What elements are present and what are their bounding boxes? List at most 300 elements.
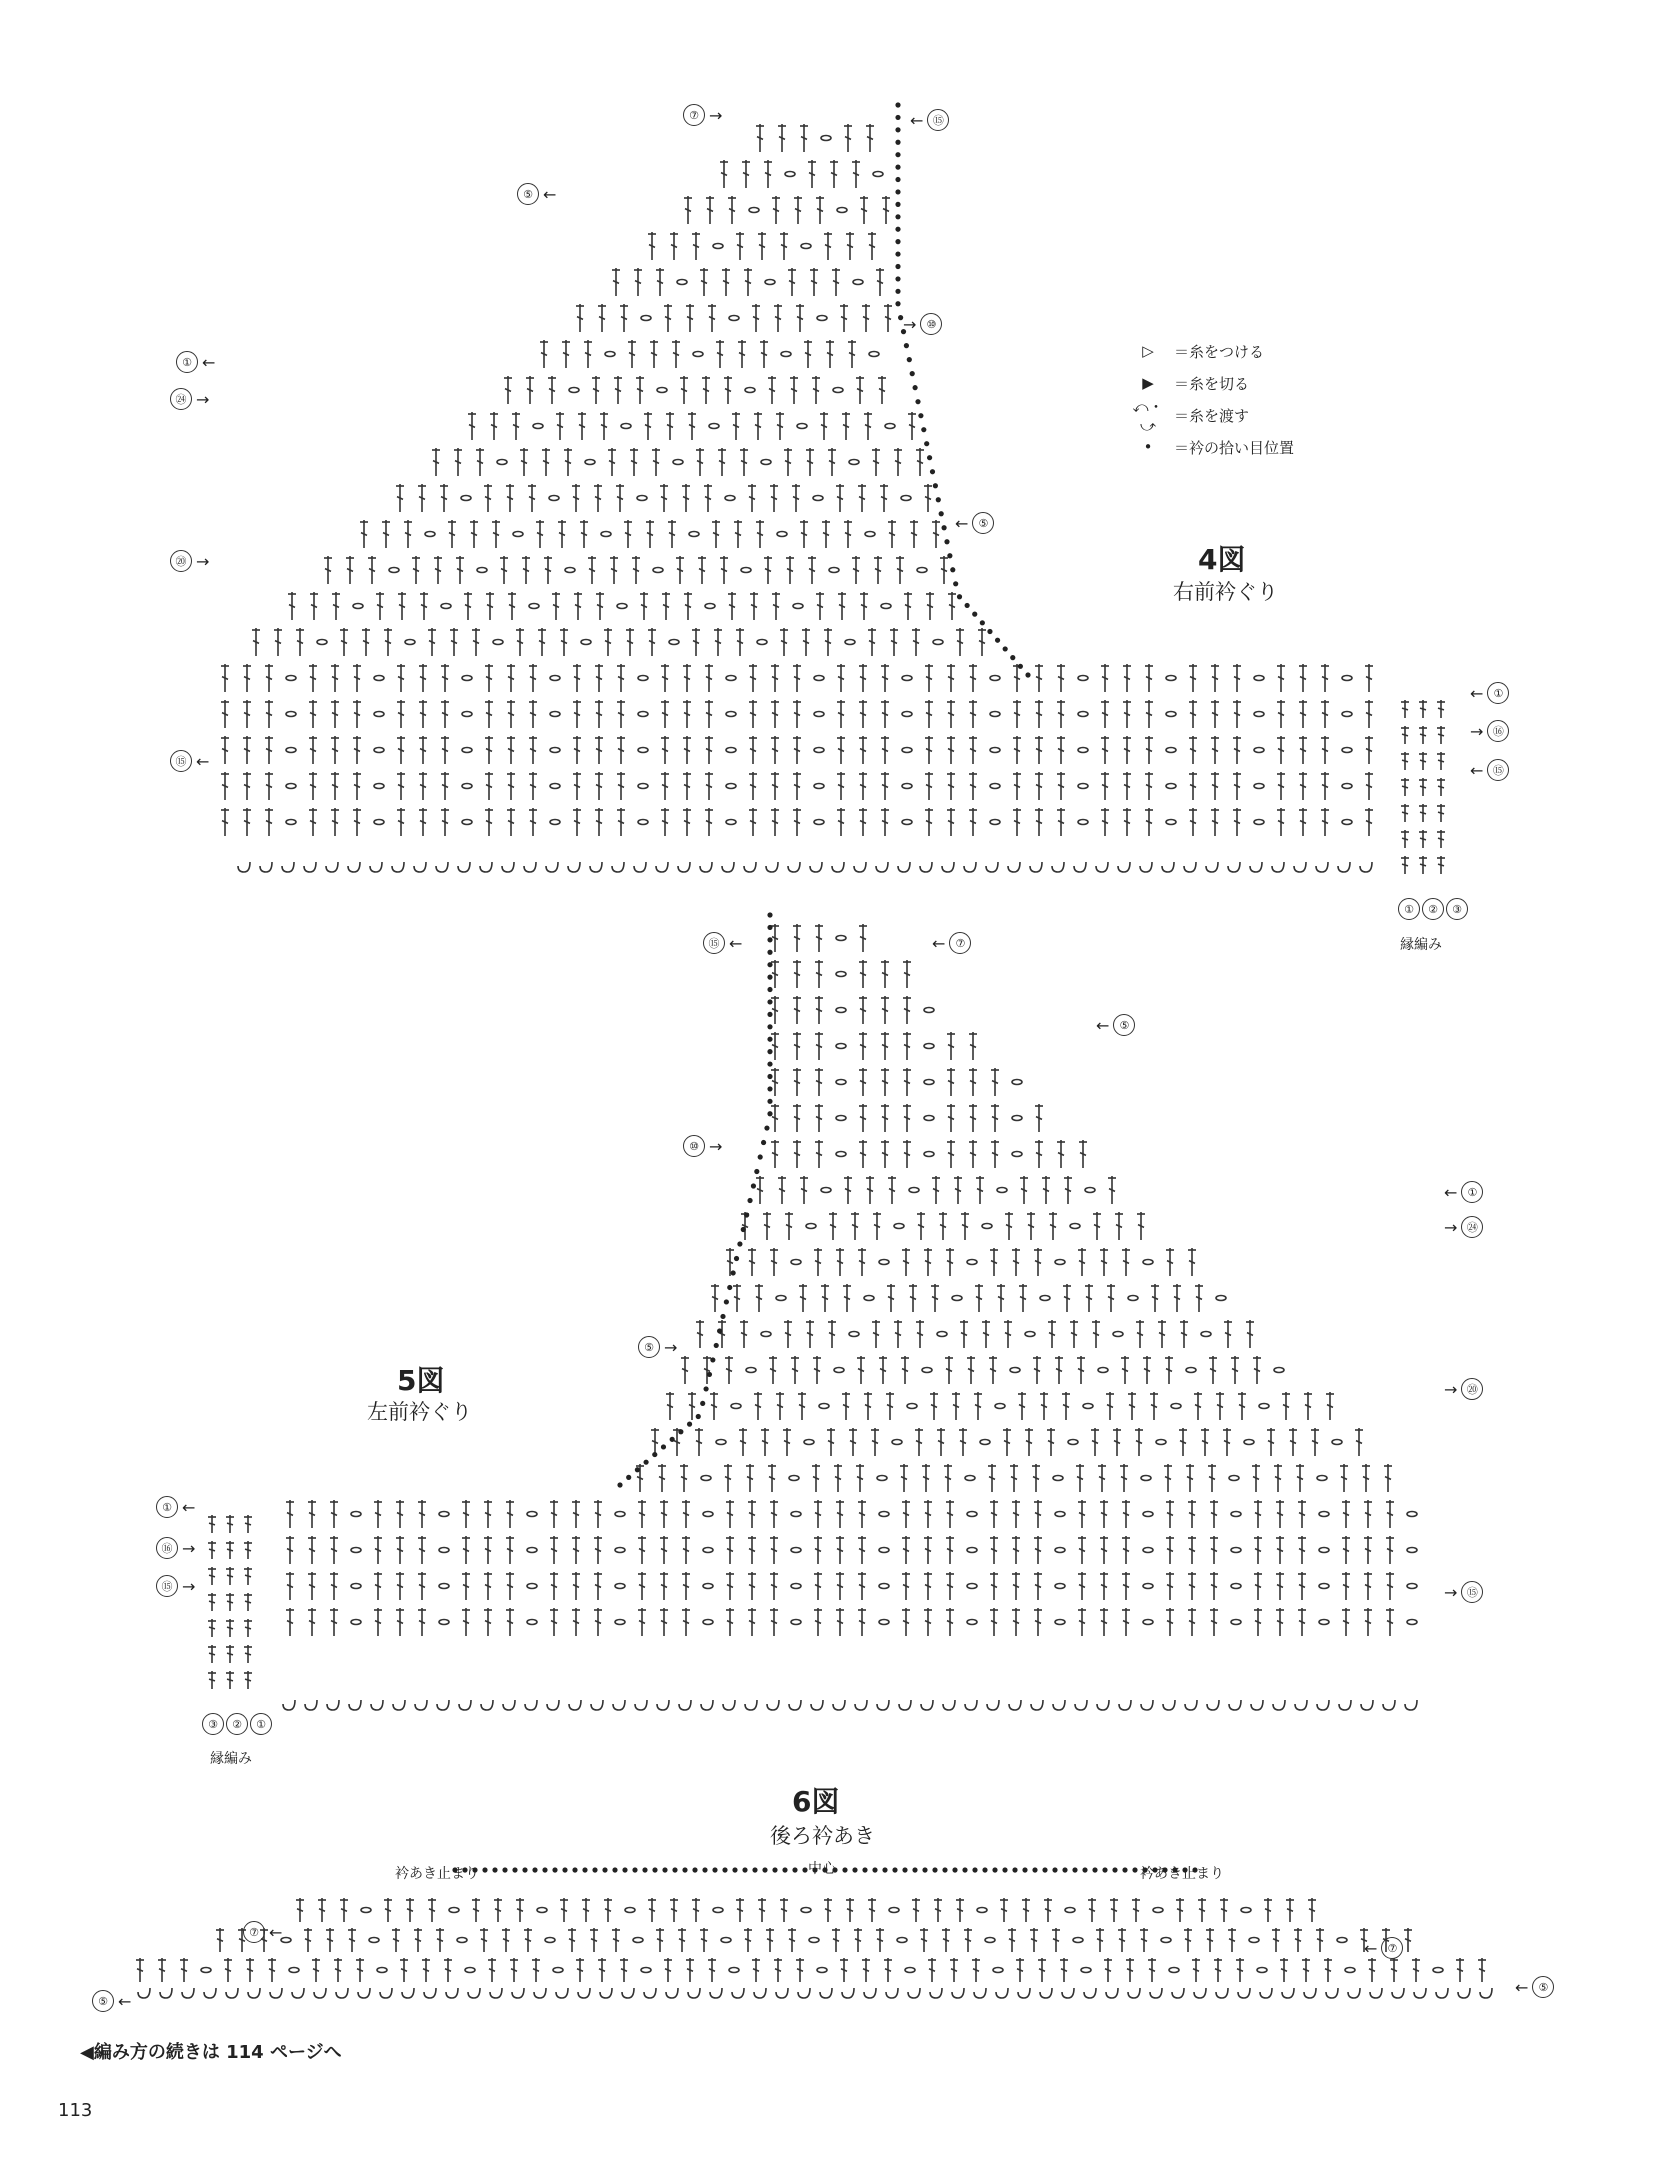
stitch-symbol bbox=[780, 232, 788, 260]
pickup-dot bbox=[751, 1183, 756, 1188]
stitch-symbol bbox=[820, 412, 828, 440]
pickup-dot bbox=[936, 497, 941, 502]
stitch-symbol bbox=[494, 1898, 502, 1922]
cut-yarn-icon: ▶ bbox=[1142, 374, 1154, 392]
stitch-symbol bbox=[1018, 1392, 1026, 1420]
row-arrow: → bbox=[664, 1337, 678, 1357]
row-arrow: → bbox=[196, 389, 210, 409]
chain-symbol bbox=[761, 460, 771, 465]
stitch-symbol bbox=[374, 1500, 382, 1528]
stitch-symbol bbox=[244, 1567, 252, 1585]
hook-symbol bbox=[657, 1700, 669, 1710]
hook-symbol bbox=[908, 1988, 920, 1998]
stitch-symbol bbox=[842, 1392, 850, 1420]
stitch-symbol bbox=[692, 232, 700, 260]
fig4-border-label: 縁編み bbox=[1400, 937, 1442, 953]
chain-symbol bbox=[638, 820, 648, 825]
hook-symbol bbox=[547, 1700, 559, 1710]
stitch-symbol bbox=[844, 124, 852, 152]
stitch-symbol bbox=[1186, 1464, 1194, 1492]
stitch-symbol bbox=[664, 1958, 672, 1982]
stitch-symbol bbox=[1274, 1464, 1282, 1492]
pickup-dot bbox=[942, 1867, 947, 1872]
stitch-symbol bbox=[638, 1536, 646, 1564]
stitch-symbol bbox=[1365, 736, 1373, 764]
stitch-symbol bbox=[1145, 772, 1153, 800]
hook-symbol bbox=[965, 1700, 977, 1710]
chain-symbol bbox=[889, 1908, 899, 1913]
stitch-symbol bbox=[774, 1958, 782, 1982]
pickup-dot bbox=[1092, 1867, 1097, 1872]
stitch-symbol bbox=[944, 1464, 952, 1492]
chain-symbol bbox=[836, 1152, 846, 1157]
stitch-symbol bbox=[988, 1464, 996, 1492]
stitch-symbol bbox=[924, 484, 932, 512]
hook-symbol bbox=[459, 1700, 471, 1710]
pickup-dot bbox=[512, 1867, 517, 1872]
legend-label: ＝糸をつける bbox=[1174, 342, 1265, 361]
pickup-dot bbox=[731, 1270, 736, 1275]
stitch-symbol bbox=[771, 664, 779, 692]
stitch-symbol bbox=[718, 1320, 726, 1348]
stitch-symbol bbox=[332, 592, 340, 620]
stitch-symbol bbox=[815, 1104, 823, 1132]
stitch-symbol bbox=[353, 808, 361, 836]
chain-symbol bbox=[1166, 820, 1176, 825]
hook-symbol bbox=[525, 1700, 537, 1710]
stitch-symbol bbox=[1210, 1500, 1218, 1528]
stitch-symbol bbox=[288, 592, 296, 620]
pickup-dot bbox=[895, 227, 900, 232]
stitch-symbol bbox=[738, 340, 746, 368]
chain-symbol bbox=[1332, 1440, 1342, 1445]
stitch-symbol bbox=[1188, 1536, 1196, 1564]
stitch-symbol bbox=[793, 700, 801, 728]
row-number: ⑤ bbox=[972, 512, 994, 534]
pickup-dot bbox=[572, 1867, 577, 1872]
stitch-symbol bbox=[595, 772, 603, 800]
stitch-symbol bbox=[1128, 1392, 1136, 1420]
chain-symbol bbox=[550, 820, 560, 825]
stitch-symbol bbox=[1195, 1284, 1203, 1312]
chain-symbol bbox=[673, 460, 683, 465]
stitch-symbol bbox=[506, 1608, 514, 1636]
stitch-symbol bbox=[1188, 1608, 1196, 1636]
pickup-dot bbox=[927, 455, 932, 460]
chain-symbol bbox=[1342, 676, 1352, 681]
stitch-symbol bbox=[800, 520, 808, 548]
hook-symbol bbox=[546, 862, 558, 872]
stitch-symbol bbox=[485, 808, 493, 836]
stitch-symbol bbox=[356, 1958, 364, 1982]
stitch-symbol bbox=[484, 484, 492, 512]
pickup-dot bbox=[758, 1154, 763, 1159]
chain-symbol bbox=[621, 424, 631, 429]
stitch-symbol bbox=[1035, 736, 1043, 764]
stitch-symbol bbox=[1299, 700, 1307, 728]
stitch-symbol bbox=[397, 664, 405, 692]
stitch-symbol bbox=[572, 1572, 580, 1600]
stitch-symbol bbox=[808, 556, 816, 584]
chain-symbol bbox=[745, 388, 755, 393]
stitch-symbol bbox=[705, 808, 713, 836]
chain-symbol bbox=[1319, 1548, 1329, 1553]
stitch-symbol bbox=[374, 1608, 382, 1636]
chain-symbol bbox=[1153, 1908, 1163, 1913]
chain-symbol bbox=[653, 568, 663, 573]
pickup-dot bbox=[532, 1867, 537, 1872]
stitch-symbol bbox=[901, 1356, 909, 1384]
stitch-symbol bbox=[1211, 808, 1219, 836]
stitch-symbol bbox=[656, 1928, 664, 1952]
chain-symbol bbox=[286, 748, 296, 753]
stitch-symbol bbox=[990, 1500, 998, 1528]
chain-symbol bbox=[1078, 712, 1088, 717]
chain-symbol bbox=[585, 460, 595, 465]
stitch-symbol bbox=[969, 700, 977, 728]
chain-symbol bbox=[801, 244, 811, 249]
chain-symbol bbox=[527, 1620, 537, 1625]
stitch-symbol bbox=[636, 376, 644, 404]
stitch-symbol bbox=[1214, 1958, 1222, 1982]
stitch-symbol bbox=[969, 1068, 977, 1096]
chain-symbol bbox=[703, 1620, 713, 1625]
row-arrow: ← bbox=[955, 513, 969, 533]
chain-symbol bbox=[877, 1476, 887, 1481]
legend-item-cut-yarn bbox=[1128, 372, 1294, 394]
pickup-dot bbox=[895, 140, 900, 145]
chain-symbol bbox=[1055, 1548, 1065, 1553]
stitch-symbol bbox=[1201, 1428, 1209, 1456]
pickup-dot bbox=[915, 399, 920, 404]
stitch-symbol bbox=[969, 1140, 977, 1168]
figure6-chart bbox=[0, 1820, 1653, 2020]
stitch-symbol bbox=[1355, 1428, 1363, 1456]
stitch-symbol bbox=[868, 1898, 876, 1922]
pickup-dot bbox=[842, 1867, 847, 1872]
stitch-symbol bbox=[462, 1500, 470, 1528]
chain-symbol bbox=[902, 748, 912, 753]
stitch-symbol bbox=[859, 1104, 867, 1132]
stitch-symbol bbox=[476, 448, 484, 476]
chain-symbol bbox=[967, 1548, 977, 1553]
chain-symbol bbox=[286, 820, 296, 825]
chain-symbol bbox=[1433, 1968, 1443, 1973]
stitch-symbol bbox=[947, 808, 955, 836]
row-number: ⑩ bbox=[683, 1135, 705, 1157]
stitch-symbol bbox=[1013, 808, 1021, 836]
stitch-symbol bbox=[1123, 772, 1131, 800]
stitch-symbol bbox=[829, 1212, 837, 1240]
figure6-subtitle: 後ろ衿あき bbox=[770, 1824, 875, 1848]
stitch-symbol bbox=[634, 268, 642, 296]
stitch-symbol bbox=[804, 340, 812, 368]
chain-symbol bbox=[1065, 1908, 1075, 1913]
row-arrow: ← bbox=[1470, 760, 1484, 780]
stitch-symbol bbox=[1145, 808, 1153, 836]
stitch-symbol bbox=[448, 520, 456, 548]
stitch-symbol bbox=[286, 1500, 294, 1528]
stitch-symbol bbox=[1044, 1898, 1052, 1922]
stitch-symbol bbox=[508, 592, 516, 620]
stitch-symbol bbox=[1188, 1572, 1196, 1600]
stitch-symbol bbox=[464, 592, 472, 620]
stitch-symbol bbox=[989, 1356, 997, 1384]
stitch-symbol bbox=[786, 556, 794, 584]
pickup-dot bbox=[1032, 1867, 1037, 1872]
stitch-symbol bbox=[286, 1572, 294, 1600]
chain-symbol bbox=[731, 1404, 741, 1409]
stitch-symbol bbox=[1035, 664, 1043, 692]
stitch-symbol bbox=[722, 268, 730, 296]
hook-symbol bbox=[481, 1700, 493, 1710]
stitch-symbol bbox=[952, 1392, 960, 1420]
stitch-symbol bbox=[550, 1608, 558, 1636]
stitch-symbol bbox=[1032, 1464, 1040, 1492]
stitch-symbol bbox=[286, 1536, 294, 1564]
stitch-symbol bbox=[1211, 736, 1219, 764]
stitch-symbol bbox=[947, 700, 955, 728]
pickup-dot bbox=[747, 1198, 752, 1203]
chain-symbol bbox=[814, 748, 824, 753]
chain-symbol bbox=[638, 784, 648, 789]
stitch-symbol bbox=[969, 808, 977, 836]
stitch-symbol bbox=[396, 1536, 404, 1564]
chain-symbol bbox=[1254, 784, 1264, 789]
chain-symbol bbox=[797, 424, 807, 429]
pickup-dot bbox=[678, 1429, 683, 1434]
stitch-symbol bbox=[462, 1572, 470, 1600]
stitch-symbol bbox=[1016, 1958, 1024, 1982]
stitch-symbol bbox=[604, 628, 612, 656]
chain-symbol bbox=[389, 568, 399, 573]
chain-symbol bbox=[776, 1296, 786, 1301]
stitch-symbol bbox=[1211, 700, 1219, 728]
stitch-symbol bbox=[1042, 1176, 1050, 1204]
stitch-symbol bbox=[696, 1320, 704, 1348]
stitch-symbol bbox=[969, 1032, 977, 1060]
chain-symbol bbox=[1319, 1620, 1329, 1625]
stitch-symbol bbox=[720, 160, 728, 188]
hook-symbol bbox=[810, 862, 822, 872]
stitch-symbol bbox=[1286, 1898, 1294, 1922]
pickup-dot bbox=[562, 1867, 567, 1872]
stitch-symbol bbox=[754, 1392, 762, 1420]
stitch-symbol bbox=[595, 700, 603, 728]
pickup-dot bbox=[895, 165, 900, 170]
chain-symbol bbox=[439, 1584, 449, 1589]
hook-symbol bbox=[1304, 1988, 1316, 1998]
pickup-dot bbox=[895, 276, 900, 281]
hook-symbol bbox=[534, 1988, 546, 1998]
hook-symbol bbox=[622, 1988, 634, 1998]
stitch-symbol bbox=[434, 556, 442, 584]
stitch-symbol bbox=[243, 736, 251, 764]
stitch-symbol bbox=[444, 1958, 452, 1982]
stitch-symbol bbox=[1419, 830, 1427, 848]
stitch-symbol bbox=[856, 1464, 864, 1492]
stitch-symbol bbox=[1401, 804, 1409, 822]
stitch-symbol bbox=[758, 1898, 766, 1922]
fig5-row-marker bbox=[1444, 1216, 1483, 1238]
stitch-symbol bbox=[560, 628, 568, 656]
stitch-symbol bbox=[626, 628, 634, 656]
stitch-symbol bbox=[208, 1593, 216, 1611]
chain-symbol bbox=[497, 460, 507, 465]
pickup-dot bbox=[1042, 1867, 1047, 1872]
row-number: ⑦ bbox=[1381, 1937, 1403, 1959]
stitch-symbol bbox=[925, 700, 933, 728]
stitch-symbol bbox=[736, 1898, 744, 1922]
stitch-symbol bbox=[1437, 726, 1445, 744]
stitch-symbol bbox=[470, 520, 478, 548]
stitch-symbol bbox=[309, 736, 317, 764]
stitch-symbol bbox=[1176, 1898, 1184, 1922]
row-number: ② bbox=[226, 1713, 248, 1735]
pickup-dot bbox=[895, 189, 900, 194]
stitch-symbol bbox=[873, 1212, 881, 1240]
chain-symbol bbox=[1055, 1620, 1065, 1625]
pickup-dot bbox=[895, 115, 900, 120]
hook-symbol bbox=[754, 1988, 766, 1998]
stitch-symbol bbox=[1104, 1958, 1112, 1982]
stitch-symbol bbox=[749, 700, 757, 728]
hook-symbol bbox=[1075, 1700, 1087, 1710]
stitch-symbol bbox=[749, 772, 757, 800]
stitch-symbol bbox=[580, 520, 588, 548]
chain-symbol bbox=[789, 1476, 799, 1481]
stitch-symbol bbox=[1180, 1320, 1188, 1348]
chain-symbol bbox=[286, 784, 296, 789]
stitch-symbol bbox=[736, 628, 744, 656]
stitch-symbol bbox=[1321, 736, 1329, 764]
chain-symbol bbox=[1143, 1620, 1153, 1625]
row-arrow: → bbox=[182, 1538, 196, 1558]
stitch-symbol bbox=[708, 1958, 716, 1982]
chain-symbol bbox=[286, 676, 296, 681]
stitch-symbol bbox=[1033, 1356, 1041, 1384]
stitch-symbol bbox=[243, 808, 251, 836]
stitch-symbol bbox=[793, 996, 801, 1024]
hook-symbol bbox=[1184, 862, 1196, 872]
chain-symbol bbox=[1055, 1260, 1065, 1265]
chain-symbol bbox=[965, 1476, 975, 1481]
stitch-symbol bbox=[1299, 664, 1307, 692]
stitch-symbol bbox=[769, 1356, 777, 1384]
chain-symbol bbox=[550, 784, 560, 789]
stitch-symbol bbox=[1296, 1464, 1304, 1492]
stitch-symbol bbox=[1404, 1928, 1412, 1952]
stitch-symbol bbox=[881, 664, 889, 692]
row-number: ② bbox=[1422, 898, 1444, 920]
stitch-symbol bbox=[814, 1536, 822, 1564]
hook-symbol bbox=[1106, 1988, 1118, 1998]
stitch-symbol bbox=[624, 520, 632, 548]
stitch-symbol bbox=[942, 1928, 950, 1952]
stitch-symbol bbox=[558, 520, 566, 548]
stitch-symbol bbox=[309, 808, 317, 836]
chain-symbol bbox=[638, 748, 648, 753]
chain-symbol bbox=[725, 496, 735, 501]
hook-symbol bbox=[723, 1700, 735, 1710]
stitch-symbol bbox=[661, 736, 669, 764]
stitch-symbol bbox=[538, 628, 546, 656]
stitch-symbol bbox=[1298, 1608, 1306, 1636]
hook-symbol bbox=[1206, 862, 1218, 872]
stitch-symbol bbox=[595, 736, 603, 764]
stitch-symbol bbox=[485, 700, 493, 728]
stitch-symbol bbox=[330, 1500, 338, 1528]
stitch-symbol bbox=[734, 520, 742, 548]
stitch-symbol bbox=[1019, 1284, 1027, 1312]
row-number: ① bbox=[1398, 898, 1420, 920]
fig6-row-marker bbox=[92, 1990, 131, 2012]
stitch-symbol bbox=[419, 736, 427, 764]
pickup-dot bbox=[702, 1867, 707, 1872]
stitch-symbol bbox=[881, 1104, 889, 1132]
fig4-row-marker bbox=[170, 750, 209, 772]
hook-symbol bbox=[1360, 862, 1372, 872]
chain-symbol bbox=[1231, 1548, 1241, 1553]
stitch-symbol bbox=[821, 1284, 829, 1312]
hook-symbol bbox=[776, 1988, 788, 1998]
stitch-symbol bbox=[1384, 1464, 1392, 1492]
stitch-symbol bbox=[1298, 1536, 1306, 1564]
stitch-symbol bbox=[296, 1898, 304, 1922]
fig4-row-marker bbox=[955, 512, 994, 534]
hook-symbol bbox=[1018, 1988, 1030, 1998]
stitch-symbol bbox=[700, 1928, 708, 1952]
stitch-symbol bbox=[1326, 1392, 1334, 1420]
pickup-dot bbox=[892, 1867, 897, 1872]
stitch-symbol bbox=[837, 772, 845, 800]
stitch-symbol bbox=[1216, 1392, 1224, 1420]
pickup-dot bbox=[622, 1867, 627, 1872]
chain-symbol bbox=[801, 1908, 811, 1913]
stitch-symbol bbox=[683, 808, 691, 836]
chain-symbol bbox=[374, 712, 384, 717]
chain-symbol bbox=[864, 1296, 874, 1301]
chain-symbol bbox=[569, 388, 579, 393]
stitch-symbol bbox=[529, 664, 537, 692]
stitch-symbol bbox=[771, 1068, 779, 1096]
chain-symbol bbox=[550, 712, 560, 717]
pickup-dot bbox=[1132, 1867, 1137, 1872]
chain-symbol bbox=[814, 784, 824, 789]
pickup-dot bbox=[727, 1285, 732, 1290]
stitch-symbol bbox=[838, 592, 846, 620]
stitch-symbol bbox=[1096, 1928, 1104, 1952]
stitch-symbol bbox=[858, 1572, 866, 1600]
hook-symbol bbox=[304, 862, 316, 872]
chain-symbol bbox=[804, 1440, 814, 1445]
chain-symbol bbox=[809, 1938, 819, 1943]
stitch-symbol bbox=[1342, 1536, 1350, 1564]
stitch-symbol bbox=[1000, 1898, 1008, 1922]
chain-symbol bbox=[1337, 1938, 1347, 1943]
chain-symbol bbox=[817, 1968, 827, 1973]
stitch-symbol bbox=[1282, 1392, 1290, 1420]
hook-symbol bbox=[701, 1700, 713, 1710]
stitch-symbol bbox=[881, 736, 889, 764]
pickup-dot bbox=[965, 603, 970, 608]
stitch-symbol bbox=[788, 1928, 796, 1952]
stitch-symbol bbox=[516, 628, 524, 656]
stitch-symbol bbox=[710, 1392, 718, 1420]
pickup-dot bbox=[602, 1867, 607, 1872]
row-number: ① bbox=[250, 1713, 272, 1735]
pickup-dot bbox=[962, 1867, 967, 1872]
